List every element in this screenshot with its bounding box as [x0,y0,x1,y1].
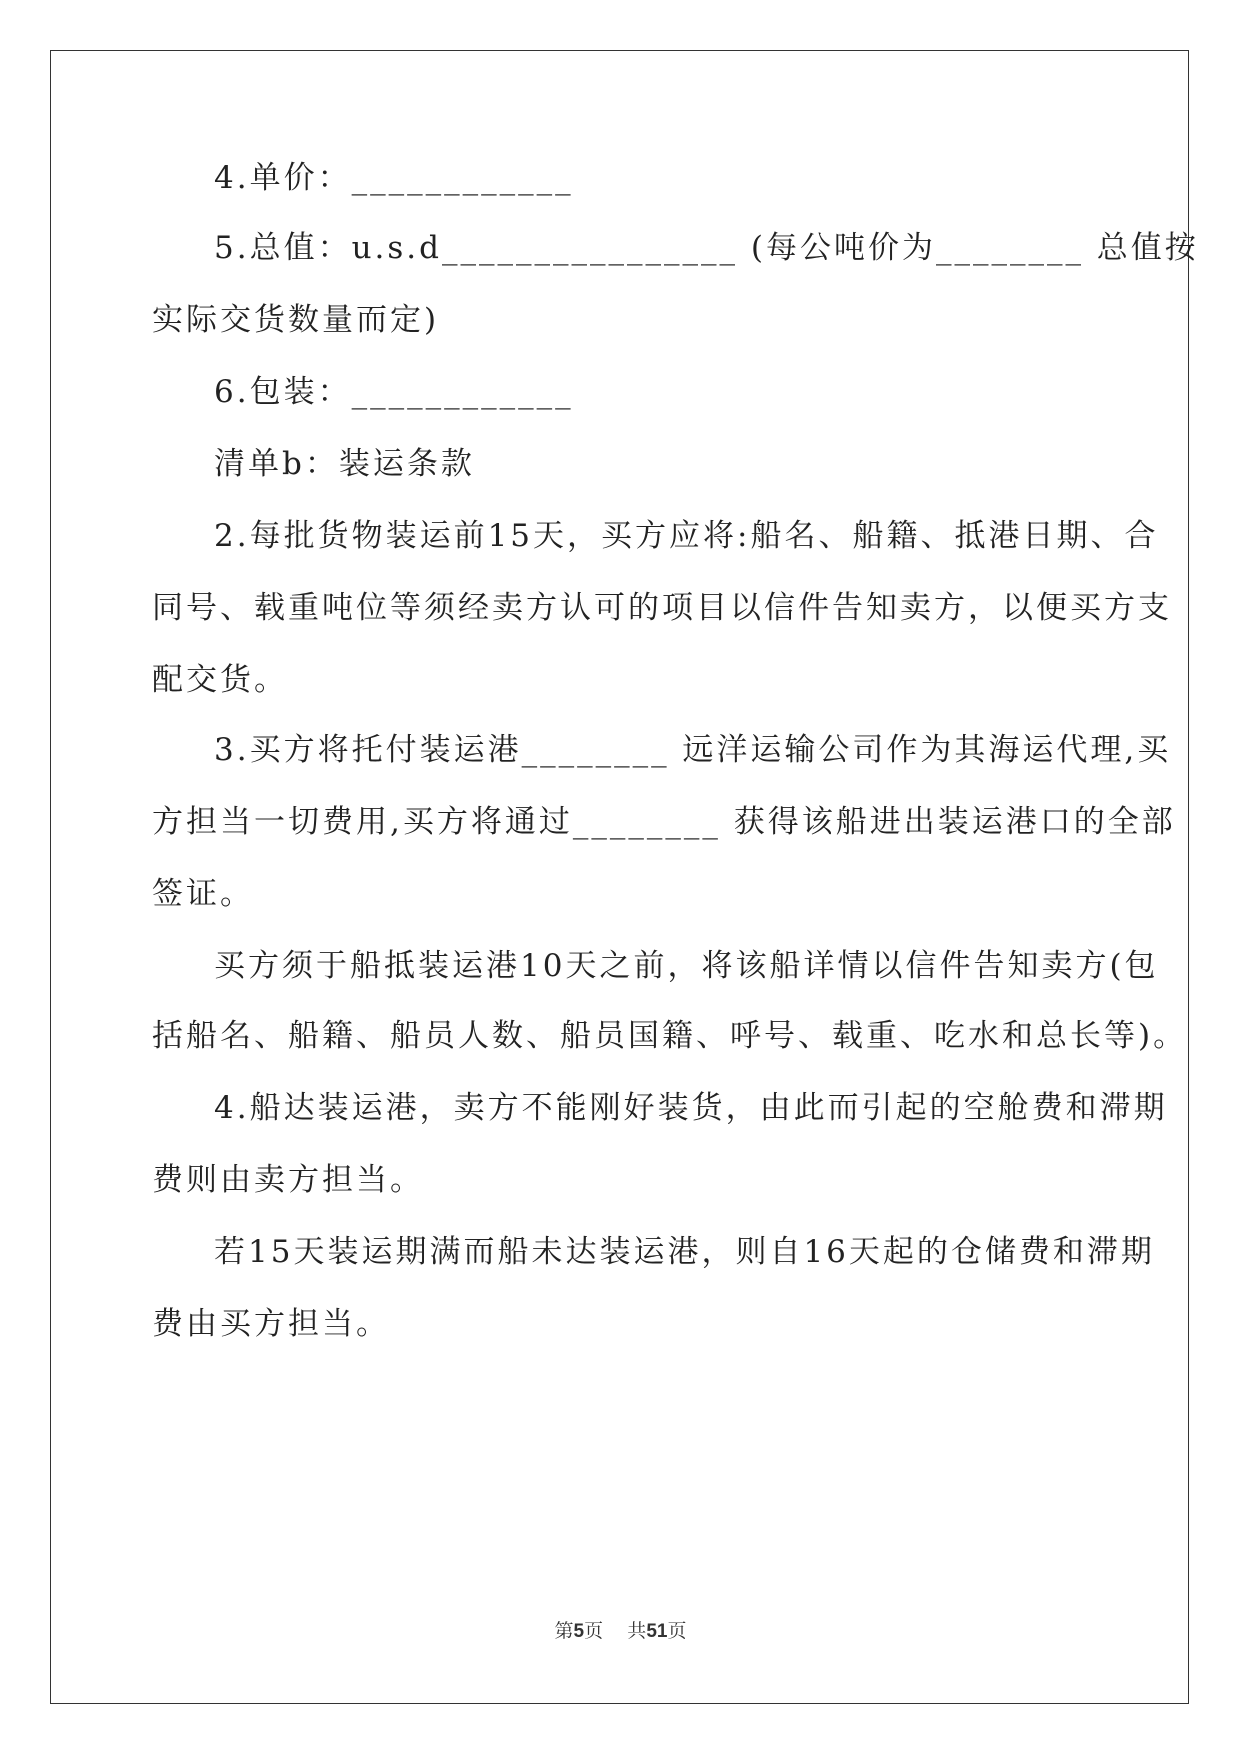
paragraph-line: 4.单价：____________ [214,160,574,196]
paragraph-line: 括船名、船籍、船员人数、船员国籍、呼号、载重、吃水和总长等)。 [152,1018,1188,1054]
footer-total-prefix: 共 [627,1620,647,1642]
section-heading: 清单b：装运条款 [214,446,475,482]
page-footer [0,1616,1241,1643]
total-pages: 51 [646,1621,668,1642]
paragraph-line: 方担当一切费用,买方将通过________ 获得该船进出装运港口的全部 [152,804,1176,840]
paragraph-line: 实际交货数量而定) [152,302,440,338]
paragraph-line: 配交货。 [152,662,288,698]
paragraph-line: 若15天装运期满而船未达装运港，则自16天起的仓储费和滞期 [214,1234,1155,1270]
footer-prefix: 第 [554,1620,574,1642]
paragraph-line: 买方须于船抵装运港10天之前，将该船详情以信件告知卖方(包 [214,948,1159,984]
paragraph-line: 3.买方将托付装运港________ 远洋运输公司作为其海运代理,买 [214,732,1172,768]
paragraph-line: 签证。 [152,876,254,912]
paragraph-line: 费由买方担当。 [152,1306,390,1342]
paragraph-line: 4.船达装运港，卖方不能刚好装货，由此而引起的空舱费和滞期 [214,1090,1168,1126]
paragraph-line: 5.总值：u.s.d________________ (每公吨价为________ 总值按 [214,230,1199,266]
paragraph-line: 6.包装：____________ [214,374,574,410]
paragraph-line: 2.每批货物装运前15天，买方应将:船名、船籍、抵港日期、合 [214,518,1159,554]
paragraph-line: 同号、载重吨位等须经卖方认可的项目以信件告知卖方，以便买方支 [152,590,1172,626]
footer-total-suffix: 页 [667,1620,687,1642]
footer-page-suffix: 页 [584,1620,604,1642]
page-number: 5 [573,1621,585,1642]
paragraph-line: 费则由卖方担当。 [152,1162,424,1198]
